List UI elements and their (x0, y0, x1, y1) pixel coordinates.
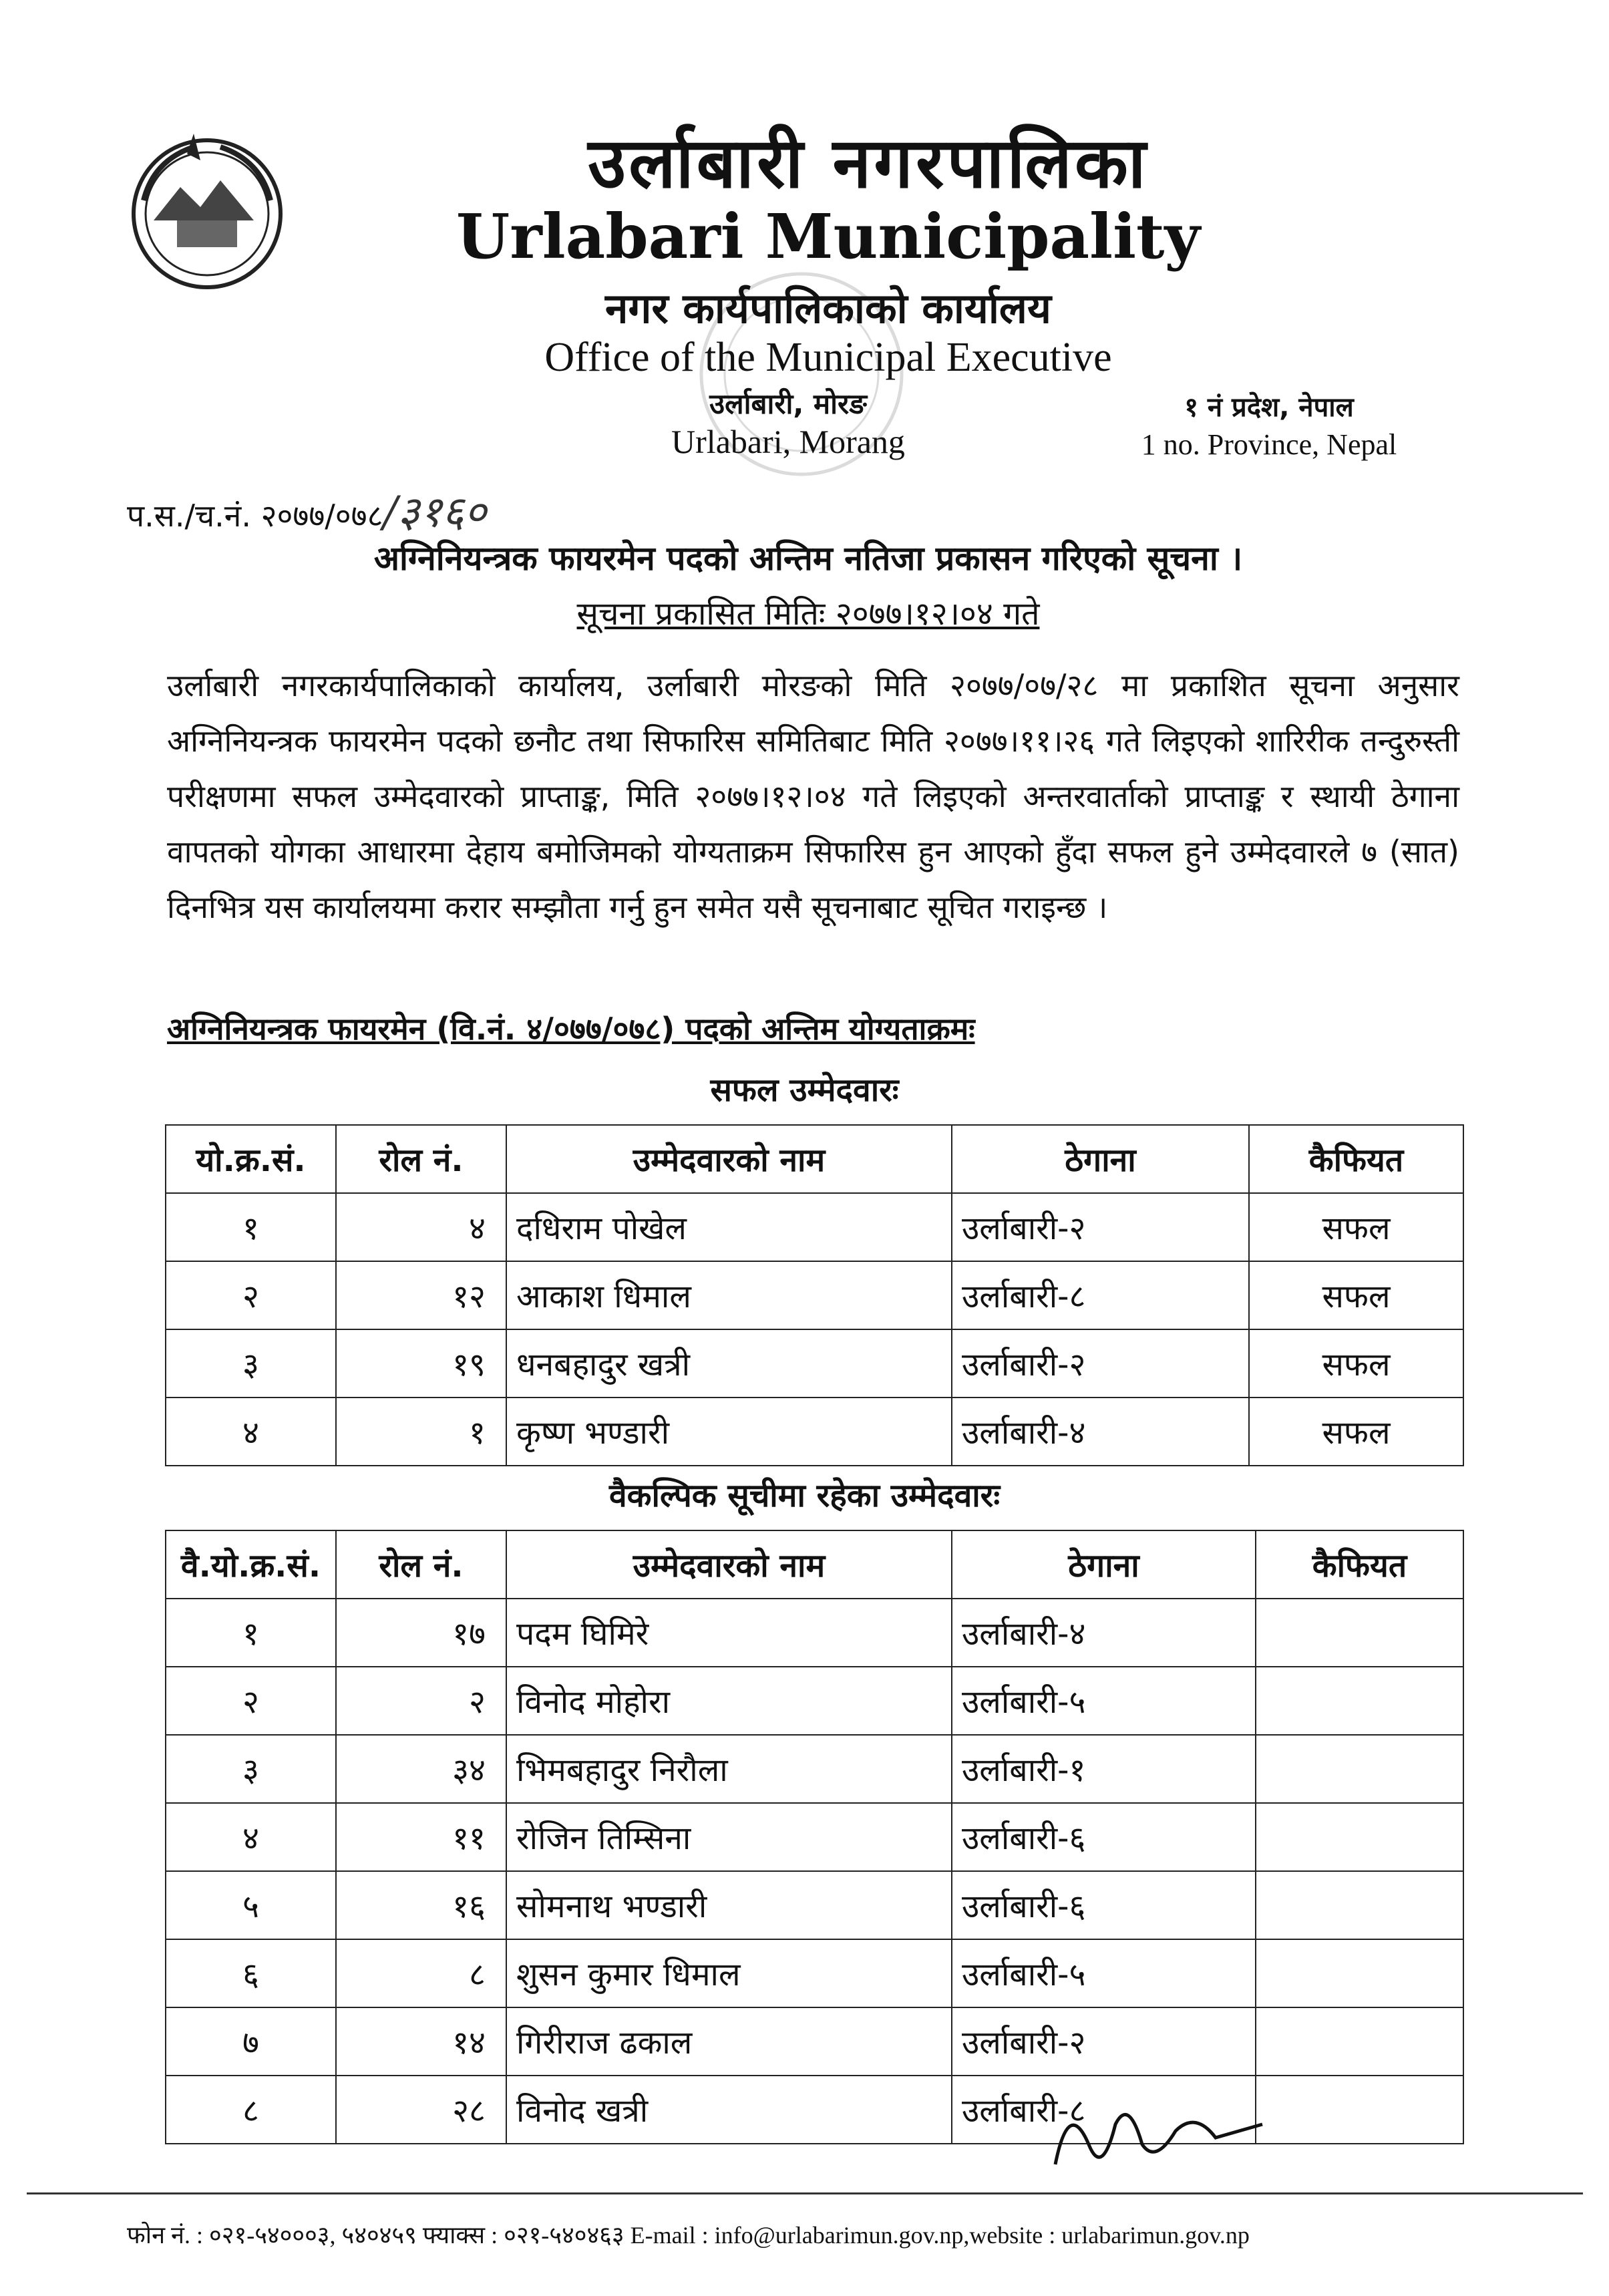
name-cell: शुसन कुमार धिमाल (506, 1939, 952, 2007)
roll-cell: २ (336, 1667, 506, 1735)
serial-cell: ६ (166, 1939, 336, 2007)
footer-divider (27, 2192, 1583, 2194)
emblem-icon (114, 120, 301, 294)
table-row (166, 1939, 1463, 2007)
name-cell: आकाश धिमाल (506, 1261, 952, 1329)
address-cell: उर्लाबारी-५ (952, 1667, 1256, 1735)
table-row (166, 1735, 1463, 1803)
name-cell: विनोद मोहोरा (506, 1667, 952, 1735)
alternate-candidates-title: वैकल्पिक सूचीमा रहेका उम्मेदवारः (608, 1477, 1001, 1514)
signature-icon (1042, 2084, 1269, 2184)
office-name-nepali: नगर कार्यपालिकाको कार्यालय (605, 284, 1051, 333)
roll-cell: १९ (336, 1329, 506, 1398)
column-header: ठेगाना (952, 1530, 1256, 1599)
address-cell: उर्लाबारी-६ (952, 1803, 1256, 1871)
serial-cell: ७ (166, 2007, 336, 2076)
remarks-cell (1256, 2076, 1463, 2144)
table-header-row (166, 1125, 1463, 1193)
address-cell: उर्लाबारी-८ (952, 1261, 1249, 1329)
table-row (166, 1398, 1463, 1466)
serial-cell: ४ (166, 1398, 336, 1466)
remarks-cell (1256, 1599, 1463, 1667)
roll-cell: ८ (336, 1939, 506, 2007)
address-cell: उर्लाबारी-२ (952, 1329, 1249, 1398)
name-cell: भिमबहादुर निरौला (506, 1735, 952, 1803)
address-cell: उर्लाबारी-८ (952, 2076, 1256, 2144)
reference-handwritten-number: /३१६० (383, 488, 487, 537)
remarks-cell (1256, 2007, 1463, 2076)
section-heading: अग्निनियन्त्रक फायरमेन (वि.नं. ४/०७७/०७८) पदको अन्तिम योग्यताक्रमः (167, 1011, 975, 1047)
remarks-cell: सफल (1249, 1261, 1463, 1329)
successful-candidates-title: सफल उम्मेदवारः (710, 1072, 899, 1109)
name-cell: दधिराम पोखेल (506, 1193, 952, 1261)
name-cell: गिरीराज ढकाल (506, 2007, 952, 2076)
remarks-cell (1256, 1871, 1463, 1939)
table-row (166, 1803, 1463, 1871)
municipality-name-english: Urlabari Municipality (456, 200, 1200, 273)
roll-cell: ४ (336, 1193, 506, 1261)
serial-cell: ५ (166, 1871, 336, 1939)
table-row (166, 1599, 1463, 1667)
column-header: रोल नं. (336, 1530, 506, 1599)
name-cell: कृष्ण भण्डारी (506, 1398, 952, 1466)
address-english: Urlabari, Morang (671, 423, 905, 460)
remarks-cell: सफल (1249, 1193, 1463, 1261)
address-cell: उर्लाबारी-२ (952, 2007, 1256, 2076)
name-cell: विनोद खत्री (506, 2076, 952, 2144)
name-cell: धनबहादुर खत्री (506, 1329, 952, 1398)
province-nepali: १ नं प्रदेश, नेपाल (1184, 392, 1354, 423)
successful-candidates-table (165, 1124, 1464, 1466)
serial-cell: २ (166, 1667, 336, 1735)
reference-label: प.स./च.नं. २०७७/०७८ (127, 498, 383, 534)
column-header: कैफियत (1249, 1125, 1463, 1193)
serial-cell: ८ (166, 2076, 336, 2144)
roll-cell: १६ (336, 1871, 506, 1939)
address-cell: उर्लाबारी-४ (952, 1398, 1249, 1466)
table-header-row (166, 1530, 1463, 1599)
roll-cell: १२ (336, 1261, 506, 1329)
serial-cell: ३ (166, 1329, 336, 1398)
remarks-cell (1256, 1667, 1463, 1735)
footer-contact: फोन नं. : ०२१-५४०००३, ५४०४५९ फ्याक्स : ०२१-५४०४६३ E-mail : info@urlabarimun.gov.np,website : urlabarimun.gov.np (127, 2222, 1250, 2249)
serial-cell: २ (166, 1261, 336, 1329)
alternate-candidates-table (165, 1530, 1464, 2144)
reference-number (127, 481, 486, 539)
address-cell: उर्लाबारी-२ (952, 1193, 1249, 1261)
table-row (166, 1329, 1463, 1398)
column-header: यो.क्र.सं. (166, 1125, 336, 1193)
serial-cell: ३ (166, 1735, 336, 1803)
notice-subject: अग्निनियन्त्रक फायरमेन पदको अन्तिम नतिजा प्रकासन गरिएको सूचना । (373, 539, 1243, 578)
roll-cell: ३४ (336, 1735, 506, 1803)
address-cell: उर्लाबारी-४ (952, 1599, 1256, 1667)
publish-date-text: सूचना प्रकासित मितिः २०७७।१२।०४ गते (576, 595, 1040, 633)
serial-cell: १ (166, 1193, 336, 1261)
serial-cell: १ (166, 1599, 336, 1667)
roll-cell: १ (336, 1398, 506, 1466)
name-cell: रोजिन तिम्सिना (506, 1803, 952, 1871)
remarks-cell (1256, 1803, 1463, 1871)
remarks-cell (1256, 1735, 1463, 1803)
serial-cell: ४ (166, 1803, 336, 1871)
office-name-english: Office of the Municipal Executive (544, 335, 1112, 380)
table-row (166, 1193, 1463, 1261)
publish-date (134, 591, 1483, 635)
column-header: उम्मेदवारको नाम (506, 1125, 952, 1193)
roll-cell: १७ (336, 1599, 506, 1667)
address-cell: उर्लाबारी-५ (952, 1939, 1256, 2007)
roll-cell: ११ (336, 1803, 506, 1871)
column-header: ठेगाना (952, 1125, 1249, 1193)
name-cell: पदम घिमिरे (506, 1599, 952, 1667)
column-header: कैफियत (1256, 1530, 1463, 1599)
notice-body: उर्लाबारी नगरकार्यपालिकाको कार्यालय, उर्लाबारी मोरङको मिति २०७७/०७/२८ मा प्रकाशित सूचना अनुसार अग्निनियन्त्रक फायरमेन पदको छनौट तथा सिफारिस समितिबाट मिति २०७७।११।२६ गते लिइएको शारिरीक तन्दुरुस्ती परीक्षणमा सफल उम्मेदवारको प्राप्ताङ्क, मिति २०७७।१२।०४ गते लिइएको अन्तरवार्ताको प्राप्ताङ्क र स्थायी ठेगाना वापतको योगका आधारमा देहाय बमोजिमको योग्यताक्रम सिफारिस हुन आएको हुँदा सफल हुने उम्मेदवारले ७ (सात) दिनभित्र यस कार्यालयमा करार सम्झौता गर्नु हुन समेत यसै सूचनाबाट सूचित गराइन्छ । (167, 667, 1459, 925)
address-cell: उर्लाबारी-६ (952, 1871, 1256, 1939)
roll-cell: २८ (336, 2076, 506, 2144)
roll-cell: १४ (336, 2007, 506, 2076)
remarks-cell: सफल (1249, 1329, 1463, 1398)
table-row (166, 2007, 1463, 2076)
name-cell: सोमनाथ भण्डारी (506, 1871, 952, 1939)
table-row (166, 1871, 1463, 1939)
column-header: रोल नं. (336, 1125, 506, 1193)
column-header: वै.यो.क्र.सं. (166, 1530, 336, 1599)
municipality-name-nepali: उर्लाबारी नगरपालिका (588, 122, 1149, 204)
table-row (166, 1667, 1463, 1735)
remarks-cell (1256, 1939, 1463, 2007)
address-cell: उर्लाबारी-१ (952, 1735, 1256, 1803)
remarks-cell: सफल (1249, 1398, 1463, 1466)
province-english: 1 no. Province, Nepal (1141, 428, 1397, 461)
column-header: उम्मेदवारको नाम (506, 1530, 952, 1599)
address-nepali: उर्लाबारी, मोरङ (709, 387, 867, 420)
table-row (166, 1261, 1463, 1329)
